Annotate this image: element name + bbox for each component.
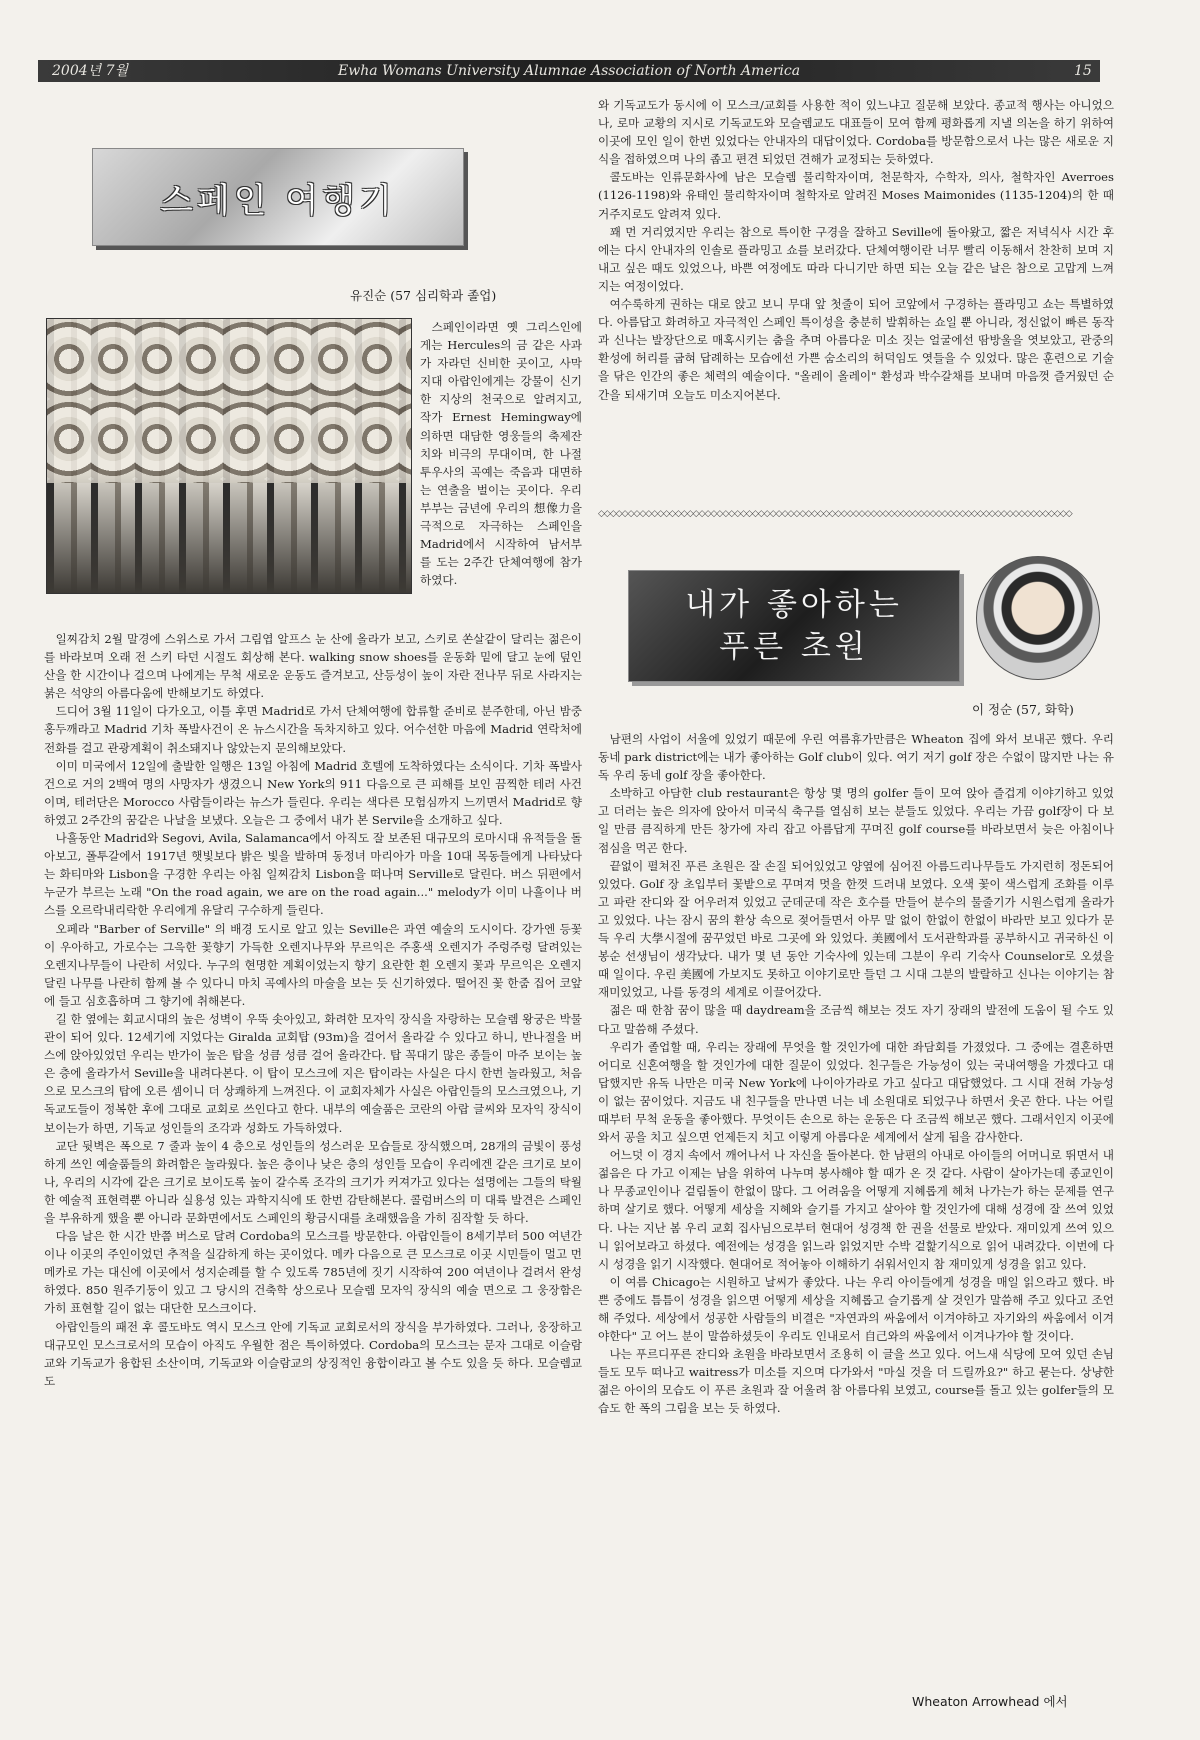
paragraph: 교단 뒷벽은 폭으로 7 줄과 높이 4 층으로 성인들의 성스러운 모습들로 장식했으며, 28개의 금빛이 풍성하게 쓰인 예술품들의 화려함은 놀라웠다. 높은 층이나 낮은 층의 성인들 모습이 우리에겐 같은 크기로 보이나, 우리의 시각에 같은 크기로 보이도록 높이 갈수록 조각의 크기가 커져가고 있다는 설명에는 그들의 탁월한 예술적 표현력뿐 아니라 실용성 있는 과학지식에 또 한번 감탄해본다. 콜럼버스의 미 대륙 발견은 스페인을 부유하게 했을 뿐 아니라 문화면에서도 스페인의 황금시대를 초래했음을 가히 짐작할 듯 하다. xyxy=(44,1138,582,1225)
article1-intro xyxy=(420,318,582,624)
paragraph: 오페라 "Barber of Serville" 의 배경 도시로 알고 있는 Seville은 과연 예술의 도시이다. 강가엔 등꽃이 우아하고, 가로수는 그윽한 꽃향기 가득한 오렌지나무와 무르익은 주홍색 오렌지가 주렁주렁 달려있는 오렌지나무들이 나란히 서있다. 누구의 현명한 계획이었는지 향기 요란한 흰 오렌지 꽃과 무르익은 오렌지 달린 나무를 나란히 함께 볼 수 있다니 마치 곡예사의 마술을 보는 듯 신기하였다. 떨어진 꽃 한줌 집어 코앞에 들고 심호흡하며 그 향기에 취해본다. xyxy=(44,921,582,1008)
paragraph: 꽤 먼 거리였지만 우리는 참으로 특이한 구경을 잘하고 Seville에 돌아왔고, 짧은 저녁식사 시간 후에는 다시 안내자의 인솔로 플라밍고 쇼를 보러갔다. 단체여행이란 너무 빨리 이동해서 찬찬히 보며 지내고 싶은 때도 있었으나, 바쁜 여정에도 따라 다니기만 하면 되는 오늘 같은 날은 참으로 고맙게 느껴지는 여정이었다. xyxy=(598,224,1114,293)
page-header xyxy=(38,60,1100,82)
article2-body xyxy=(598,730,1114,1418)
paragraph: 젊은 때 한참 꿈이 많을 때 daydream을 조금씩 해보는 것도 자기 장래의 발전에 도움이 될 수도 있다고 말씀해 주셨다. xyxy=(598,1003,1114,1036)
issue-date: 2004년 7월 xyxy=(52,63,129,79)
paragraph: 와 기독교도가 동시에 이 모스크/교회를 사용한 적이 있느냐고 질문해 보았다. 종교적 행사는 아니었으나, 로마 교황의 지시로 기독교도와 모슬렘교도 대표들이 모여 함께 평화롭게 지낼 의논을 하기 위하여 이곳에 모인 일이 한번 있었다는 안내자의 대답이었다. Cordoba를 방문함으로서 나는 많은 새로운 지식을 접하였으며 나의 좁고 편견 되었던 견해가 교정되는 듯하였다. xyxy=(598,98,1115,167)
section-divider: ◇◇◇◇◇◇◇◇◇◇◇◇◇◇◇◇◇◇◇◇◇◇◇◇◇◇◇◇◇◇◇◇◇◇◇◇◇◇◇◇◇◇◇◇◇◇◇◇◇◇◇◇◇◇◇◇◇◇◇◇◇◇◇◇◇◇◇◇◇◇◇◇◇◇◇◇◇◇◇◇ xyxy=(598,510,1072,518)
paragraph: 이미 미국에서 12일에 출발한 일행은 13일 아침에 Madrid 호텔에 도착하였다는 소식이다. 기차 폭발사건으로 거의 2백여 명의 사망자가 생겼으니 New York의 911 다음으로 큰 피해를 보인 끔찍한 테러 사건이며, 테러단은 Morocco 사람들이라는 뉴스가 들린다. 우리는 색다른 모험심까지 느끼면서 Madrid로 향하였고 2주간의 꿈같은 나날을 보냈다. 오늘은 그 중에서 내가 본 Servile을 소개하고 싶다. xyxy=(44,758,582,827)
mosque-arches-photo xyxy=(46,318,412,594)
article1-byline: 유진순 (57 심리학과 졸업) xyxy=(350,288,497,303)
author-portrait-photo xyxy=(976,556,1100,680)
article1-continuation xyxy=(598,96,1114,404)
paragraph: 드디어 3월 11일이 다가오고, 이틀 후면 Madrid로 가서 단체여행에 합류할 준비로 분주한데, 아닌 밤중 홍두깨라고 Madrid 기차 폭발사건이 온 뉴스시간을 독차지하고 있다. 어수선한 마음에 Madrid 연락처에 전화를 걸고 관광계획이 취소돼지나 않았는지 문의해보았다. xyxy=(44,704,582,755)
article2-title-line2: 푸른 초원 xyxy=(719,629,869,665)
paragraph: 일찌감치 2월 말경에 스위스로 가서 그림엽 알프스 눈 산에 올라가 보고, 스키로 쏜살같이 달리는 젊은이를 바라보며 오래 전 스키 타던 시절도 회상해 본다. walking snow shoes를 운동화 밑에 달고 눈에 덮인 산을 한 시간이나 걸으며 나에게는 무척 새로운 운동도 즐겨보고, 산등성이 높이 자란 전나무 뒤로 사라지는 붉은 석양의 아름다움에 반해보기도 하였다. xyxy=(44,632,582,701)
article2-byline: 이 정순 (57, 화학) xyxy=(972,702,1074,717)
paragraph: 이 여름 Chicago는 시원하고 날씨가 좋았다. 나는 우리 아이들에게 성경을 매일 읽으라고 했다. 바쁜 중에도 틈틈이 성경을 읽으면 어떻게 세상을 지혜롭고 슬기롭게 살 것인가 말씀해 주고 있다고 조언해 주었다. 세상에서 성공한 사람들의 비결은 "자연과의 싸움에서 이겨야하고 자기와의 싸움에서 이겨야한다" 고 어느 분이 말씀하셨듯이 우리도 인내로서 自己와의 싸움에서 이겨나가야 할 것이다. xyxy=(598,1274,1114,1344)
article1-title: 스페인 여행기 xyxy=(160,180,396,221)
paragraph: 나흘동안 Madrid와 Segovi, Avila, Salamanca에서 아직도 잘 보존된 대규모의 로마시대 유적들을 돌아보고, 폴투갈에서 1917년 햇빛보다 밝은 빛을 발하며 동정녀 마리아가 마을 10대 목동들에게 나타났다는 화티마와 Lisbon을 구경한 우리는 아침 일찌감치 Lisbon을 떠나며 Serville로 달린다. 버스 뒤편에서 누군가 부르는 노래 "On the road again, we are on the road again..." melody가 이미 나흘이나 버스를 오르락내리락한 우리에게 유달리 구수하게 들린다. xyxy=(44,831,582,918)
page-number: 15 xyxy=(1074,63,1092,79)
article2-title xyxy=(685,584,903,668)
paragraph: 나는 푸르디푸른 잔디와 초원을 바라보면서 조용히 이 글을 쓰고 있다. 어느새 식당에 모여 있던 손님들도 모두 떠나고 waitress가 미소를 지으며 다가와서 "마실 것을 더 드릴까요?" 하고 묻는다. 상냥한 젊은 아이의 모습도 이 푸른 초원과 잘 어울려 참 아름다워 보였고, course를 돌고 있는 golfer들의 모습도 한 폭의 그림을 보는 듯 하였다. xyxy=(598,1347,1114,1416)
paragraph: 어느덧 이 경지 속에서 깨어나서 나 자신을 돌아본다. 한 남편의 아내로 아이들의 어머니로 뛰면서 내 젊음은 다 가고 이제는 남을 위하여 나누며 봉사해야 할 때가 온 것 같다. 사람이 살아가는데 종교인이나 무종교인이나 겉림돌이 한없이 많다. 그 어려움을 어떻게 지혜롭게 헤쳐 나가는가 하는 문제를 연구하며 살기로 했다. 어떻게 세상을 지혜와 슬기를 가지고 살아야 할 것인가에 대해 성경에 잘 쓰여 있었다. 나는 지난 봄 우리 교회 집사님으로부터 현대어 성경책 한 권을 선물로 받았다. 재미있게 쓰여 있으니 읽어보라고 하셨다. 예전에는 성경을 읽느라 읽었지만 수박 겉핥기식으로 읽어 내려갔다. 이번에 다시 성경을 읽기 시작했다. 현대어로 적어놓아 이해하기 쉬워서인지 참 재미있게 성경을 읽고 있다. xyxy=(598,1148,1114,1271)
publication-name: Ewha Womans University Alumnae Association of North America xyxy=(338,63,801,79)
paragraph: 우리가 졸업할 때, 우리는 장래에 무엇을 할 것인가에 대한 좌담회를 가졌었다. 그 중에는 결혼하면 어디로 신혼여행을 할 것인가에 대한 질문이 있었다. 친구들은 가능성이 있는 국내여행을 가겠다고 대답했지만 유독 나만은 미국 New York에 나이아가라로 가고 싶다고 대답했었다. 그 시대 전혀 가능성이 없는 꿈이었다. 지금도 내 친구들을 만나면 너는 네 소원대로 되었구나 하면서 웃곤 한다. 나는 어릴 때부터 무척 운동을 좋아했다. 무엇이든 손으로 하는 운동은 다 조금씩 해보곤 했다. 그래서인지 이곳에 와서 공을 치고 싶으면 언제든지 치고 이렇게 아름다운 세계에서 살게 됨을 감사한다. xyxy=(598,1039,1114,1145)
paragraph: 스페인이라면 옛 그리스인에게는 Hercules의 금 같은 사과가 자라던 신비한 곳이고, 사막지대 아랍인에게는 강물이 신기한 지상의 천국으로 알려지고, 작가 Ernest Hemingway에 의하면 대담한 영웅들의 축제잔치와 비극의 무대이며, 한 나절 투우사의 곡예는 죽음과 대면하는 연출을 벌이는 곳이다. 우리 부부는 금년에 우리의 想像力을 극적으로 자극하는 스페인을 Madrid에서 시작하여 남서부를 도는 2주간 단체여행에 참가하였다. xyxy=(420,320,582,588)
paragraph: 다음 날은 한 시간 반쯤 버스로 달려 Cordoba의 모스크를 방문한다. 아랍인들이 8세기부터 500 여년간이나 이곳의 주인이었던 추적을 실감하게 하는 곳이었다. 메카 다음으로 큰 모스크로 이곳 시민들이 멀고 먼 메카로 가는 대신에 이곳에서 성지순례를 할 수 있도록 785년에 짓기 시작하여 200 여년이나 걸려서 완성하였다. 850 원주기둥이 있고 그 당시의 건축학 상으로나 모슬렘 모자익 장식의 예술 면으로 그 웅장함은 가히 표현할 길이 없는 대단한 모스크이다. xyxy=(44,1229,582,1316)
article1-title-box xyxy=(92,148,464,246)
paragraph: 콜도바는 인류문화사에 남은 모슬렘 물리학자이며, 천문학자, 수학자, 의사, 철학자인 Averroes (1126-1198)와 유태인 물리학자이며 철학자로 알려진 Moses Maimonides (1135-1204)의 한 때 거주지로도 알려져 있다. xyxy=(598,170,1114,221)
paragraph: 남편의 사업이 서울에 있었기 때문에 우린 여름휴가만큼은 Wheaton 집에 와서 보내곤 했다. 우리 동네 park district에는 내가 좋아하는 Golf club이 있다. 여기 저기 golf 장은 수없이 많지만 나는 유독 우리 동네 golf 장을 좋아한다. xyxy=(598,732,1114,783)
paragraph: 소박하고 아담한 club restaurant은 항상 몇 명의 golfer 들이 모여 앉아 즐겁게 이야기하고 있었고 더러는 높은 의자에 앉아서 미국식 축구를 열심히 보는 분들도 있었다. 우리는 가끔 golf장이 다 보일 만큼 큼직하게 만든 창가에 자리 잡고 아름답게 꾸며진 golf course를 바라보면서 늦은 아침이나 점심을 먹곤 한다. xyxy=(598,786,1114,855)
article1-body xyxy=(44,630,582,1390)
paragraph: 여수룩하게 권하는 대로 앉고 보니 무대 앞 첫줄이 되어 코앞에서 구경하는 플라밍고 쇼는 특별하였다. 아름답고 화려하고 자극적인 스페인 특이성을 충분히 발휘하는 쇼일 뿐 아니라, 정신없이 빠른 동작과 신나는 발장단으로 매혹시키는 춤을 추며 아름다운 미소 짓는 얼굴에선 땀방울을 엿보았고, 관중의 환성에 허리를 굽혀 답례하는 모습에선 가쁜 숨소리의 허덕임도 엿들을 수 있었다. 많은 훈련으로 기술을 닦은 인간의 좋은 체력의 예술이다. "올레이 올레이" 환성과 박수갈채를 보내며 마음껏 즐거웠던 순간을 되새기며 오늘도 미소지어본다. xyxy=(598,297,1114,402)
article2-title-line1: 내가 좋아하는 xyxy=(685,587,903,623)
article2-source: Wheaton Arrowhead 에서 xyxy=(912,1694,1068,1709)
article2-title-box xyxy=(628,570,960,682)
paragraph: 끝없이 펼쳐진 푸른 초원은 잘 손질 되어있었고 양옆에 심어진 아름드리나무들도 가지런히 정돈되어 있었다. Golf 장 초입부터 꽃밭으로 꾸며져 멋을 한껏 드러내 보였다. 오색 꽃이 색스럽게 조화를 이루고 파란 잔디와 잘 어우러져 있었고 군데군데 작은 호수를 만들어 분수의 물줄기가 시원스럽게 올라가고 있었다. 나는 잠시 꿈의 환상 속으로 젖어들면서 아무 말 없이 한없이 한없이 바라만 보고 있다가 문득 우리 大學시절에 꿈꾸었던 바로 그곳에 와 있었다. 美國에서 도서관학과를 공부하시고 귀국하신 이봉순 선생님이 생각났다. 내가 몇 년 동안 기숙사에 있는데 그분이 우리 기숙사 Counselor로 오셨을 때 일이다. 우린 美國에 가보지도 못하고 이야기로만 들던 그 시대 그분의 발랄하고 신나는 이야기는 참 재미있었고, 나를 동경의 세계로 이끌어갔다. xyxy=(598,858,1114,1000)
paragraph: 아랍인들의 패전 후 콜도바도 역시 모스크 안에 기독교 교회로서의 장식을 부가하였다. 그러나, 웅장하고 대규모인 모스크로서의 모습이 아직도 우월한 점은 특이하였다. Cordoba의 모스크는 문자 그대로 이슬람교와 기독교가 융합된 소산이며, 기독교와 이슬람교의 상징적인 융합이라고 볼 수도 있을 듯 하다. 모슬렘교도 xyxy=(44,1319,582,1388)
paragraph: 길 한 옆에는 회교시대의 높은 성벽이 우뚝 솟아있고, 화려한 모자익 장식을 자랑하는 모슬렘 왕궁은 박물관이 되어 있다. 12세기에 지었다는 Giralda 교회탑 (93m)을 걸어서 올라갈 수 있다고 하니, 반나절을 버스에 앉아있었던 우리는 반가이 높은 탑을 성큼 성큼 걸어 올라간다. 탑 꼭대기 많은 종들이 마주 보이는 높은 층에 올라가서 Seville을 내려다본다. 이 탑이 모스크에 지은 탑이라는 사실은 다시 한번 놀라웠고, 처음으로 모스크의 탑에 오른 셈이니 더 상쾌하게 느껴진다. 이 교회자체가 사실은 아랍인들의 모스크였으나, 기독교도들이 정복한 후에 그대로 교회로 쓰인다고 한다. 내부의 예술품은 코란의 아랍 글씨와 모자익 장식이 보이는가 하면, 기독교 성인들의 조각과 성화도 가득하였다. xyxy=(44,1011,582,1135)
